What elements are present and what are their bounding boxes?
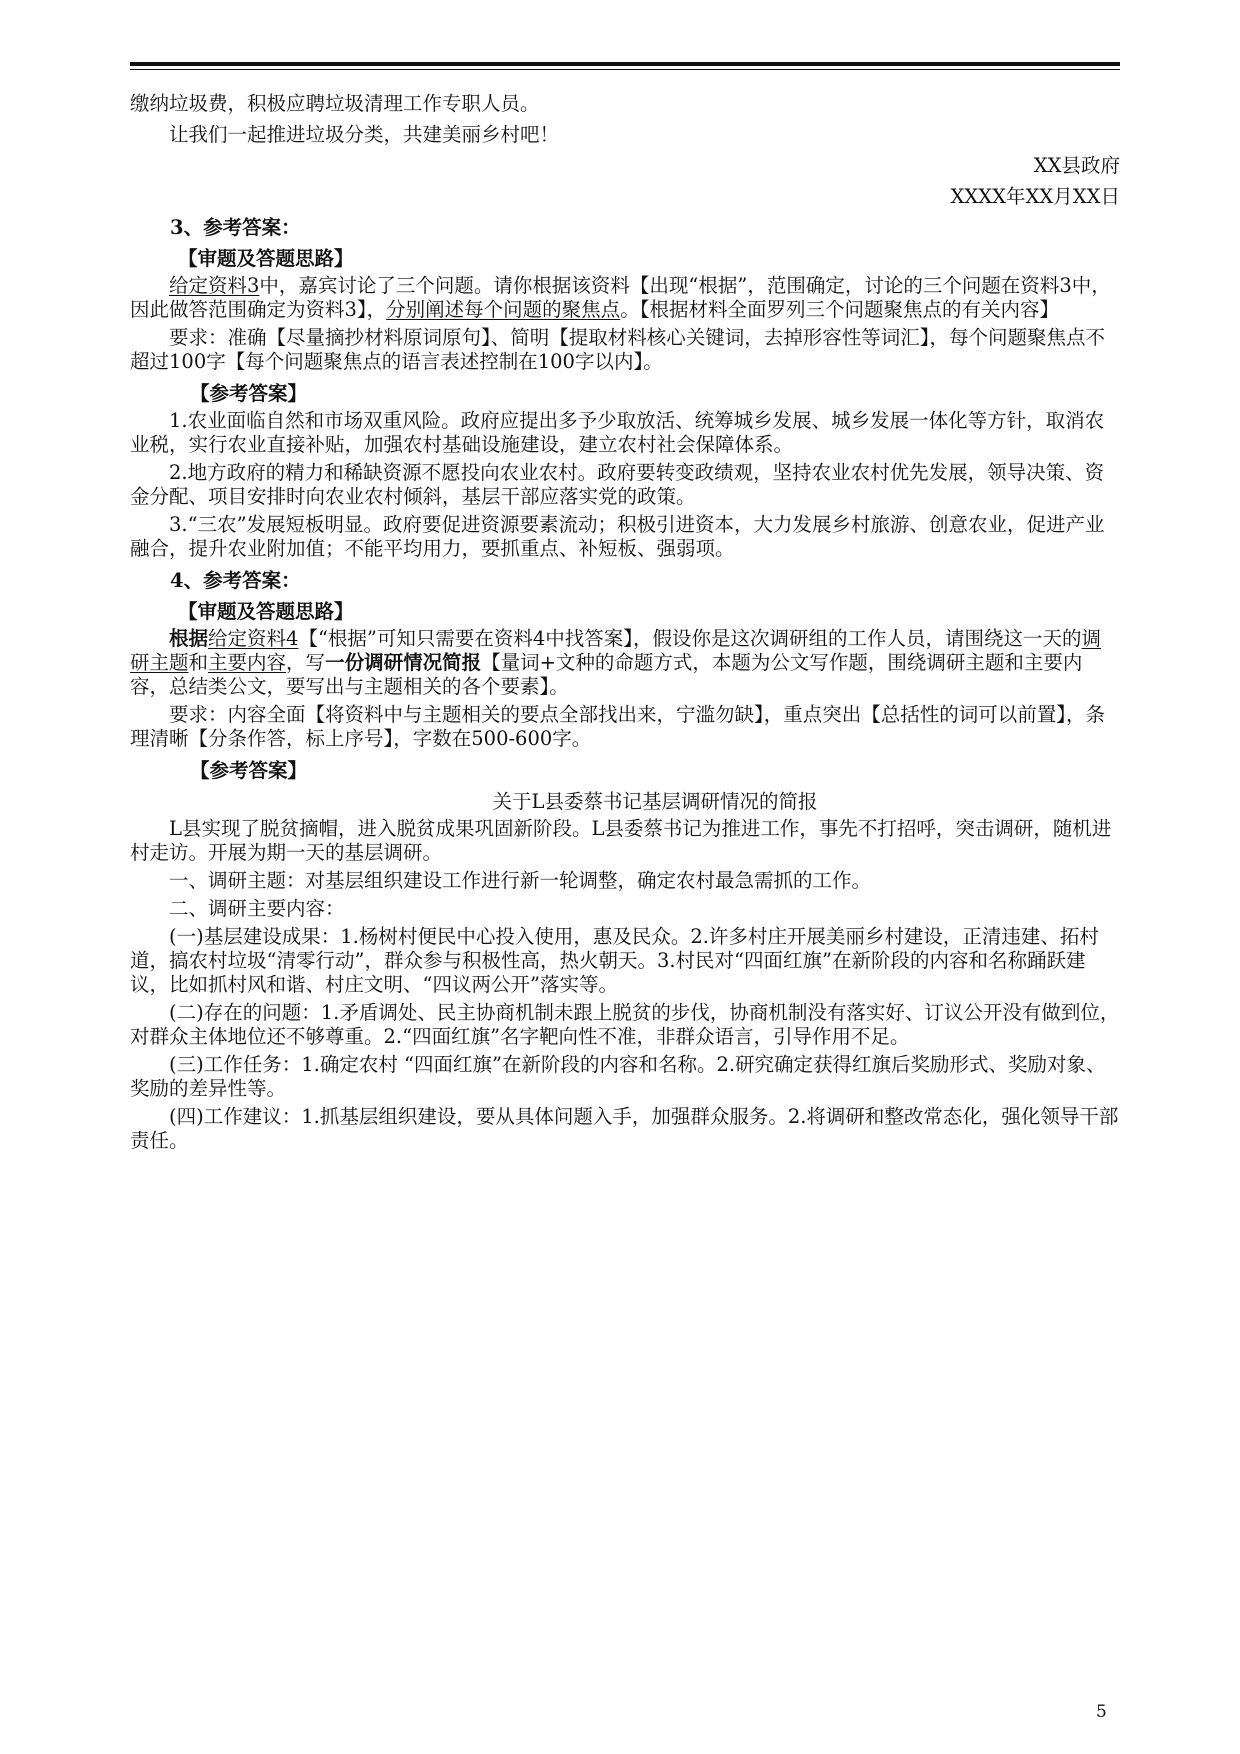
underlined-text: 主要内容 [208,651,287,674]
bold-text: 一份调研情况简报 [325,651,482,674]
page-number: 5 [1096,1702,1107,1722]
report-paragraph: 二、调研主要内容： [169,897,345,920]
section-3-analysis-heading: 【审题及答题思路】 [178,247,354,270]
section-3-heading: 3、参考答案： [170,216,301,239]
section-3-requirements: 要求：准确【尽量摘抄材料原词原句】、简明【提取材料核心关键词，去掉形容性等词汇】，每个问题聚焦点不超过100字【每个问题聚焦点的语言表述控制在100字以内】。 [130,326,1106,373]
answer-item-2: 2.地方政府的精力和稀缺资源不愿投向农业农村。政府要转变政绩观，坚持农业农村优先发展，领导决策、资金分配、项目安排时向农业农村倾斜，基层干部应落实党的政策。 [130,461,1105,508]
text-run: 。【根据材料全面罗列三个问题聚焦点的有关内容】 [620,298,1059,321]
report-paragraph: (三)工作任务：1.确定农村 “四面红旗”在新阶段的内容和名称。2.研究确定获得红旗后奖励形式、奖励对象、奖励的差异性等。 [130,1053,1106,1100]
bold-text: 根据 [169,627,209,650]
report-paragraph: 一、调研主题：对基层组织建设工作进行新一轮调整，确定农村最急需抓的工作。 [169,869,872,892]
document-body [130,88,1120,1157]
underlined-text: 给定资料3 [169,274,260,297]
date: XXXX年XX月XX日 [950,185,1120,208]
underlined-text: 调研主题 [130,627,1102,674]
section-4-analysis-heading: 【审题及答题思路】 [178,600,354,623]
report-paragraph: (二)存在的问题：1.矛盾调处、民主协商机制未跟上脱贫的步伐，协商机制没有落实好、订议公开没有做到位，对群众主体地位还不够尊重。2.“四面红旗”名字靶向性不准，非群众语言，引导作用不足。 [130,1001,1120,1048]
report-paragraph: (一)基层建设成果：1.杨树村便民中心投入使用，惠及民众。2.许多村庄开展美丽乡村建设，正清违建、拓村道，搞农村垃圾“清零行动”，群众参与积极性高，热火朝天。3.村民对“四面红旗”在新阶段的内容和名称踊跃建议，比如抓村风和谐、村庄文明、“四议两公开”落实等。 [130,925,1099,996]
header-rule-thin [130,69,1120,70]
section-3-answer-heading: 【参考答案】 [190,382,308,405]
section-3-analysis-paragraph [130,274,1120,322]
section-4-analysis-paragraph [130,627,1120,699]
underlined-text: 给定资料4 [208,627,299,650]
report-paragraph: L县实现了脱贫摘帽，进入脱贫成果巩固新阶段。L县委蔡书记为推进工作，事先不打招呼，突击调研，随机进村走访。开展为期一天的基层调研。 [130,817,1112,864]
header-rule-thick [130,62,1120,66]
report-title: 关于L县委蔡书记基层调研情况的简报 [492,790,818,813]
underlined-text: 分别阐述每个问题的聚焦点 [386,298,621,321]
text-run: 【“根据”可知只需要在资料4中找答案】，假设你是这次调研组的工作人员，请围绕这一天的 [298,627,1082,650]
section-4-heading: 4、参考答案： [170,569,301,592]
closing-line: 让我们一起推进垃圾分类，共建美丽乡村吧！ [169,123,560,146]
report-paragraph: (四)工作建议：1.抓基层组织建设，要从具体问题入手，加强群众服务。2.将调研和整改常态化，强化领导干部责任。 [130,1105,1119,1152]
section-4-answer-heading: 【参考答案】 [190,759,308,782]
text-run: 中，嘉宾讨论了三个问题。请你根据该资料【出现“根据”，范围确定，讨论的三个问题在资料3中，因此做答范围确定为资料3】， [130,274,1111,321]
answer-item-1: 1.农业面临自然和市场双重风险。政府应提出多予少取放活、统筹城乡发展、城乡发展一体化等方针，取消农业税，实行农业直接补贴，加强农村基础设施建设，建立农村社会保障体系。 [130,409,1105,456]
continued-line: 缴纳垃圾费，积极应聘垃圾清理工作专职人员。 [130,92,540,115]
section-4-requirements: 要求：内容全面【将资料中与主题相关的要点全部找出来，宁滥勿缺】，重点突出【总括性的词可以前置】，条理清晰【分条作答，标上序号】，字数在500-600字。 [130,703,1106,750]
text-run: 和 [188,651,209,674]
signer: XX县政府 [1033,154,1120,177]
answer-item-3: 3.“三农”发展短板明显。政府要促进资源要素流动；积极引进资本，大力发展乡村旅游、创意农业，促进产业融合，提升农业附加值；不能平均用力，要抓重点、补短板、强弱项。 [130,513,1105,560]
text-run: 【量词+文种的命题方式，本题为公文写作题，围绕调研主题和主要内容，总结类公文，要写出与主题相关的各个要素】。 [130,651,1083,698]
text-run: ，写 [286,651,326,674]
